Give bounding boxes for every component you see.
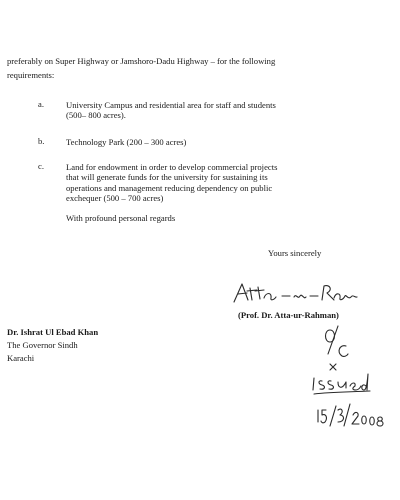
item-b-text <box>66 137 356 147</box>
intro-line-1: preferably on Super Highway or Jamshoro-Dadu Highway – for the following <box>7 56 276 66</box>
item-a-marker: a. <box>38 99 44 109</box>
handwritten-note <box>300 318 400 438</box>
item-a-text <box>66 100 356 121</box>
signature-image <box>230 278 360 308</box>
intro-line-2: requirements: <box>7 70 55 80</box>
item-c-line-2: that will generate funds for the university for sustaining its <box>66 172 268 183</box>
item-c-line-4: exchequer (500 – 700 acres) <box>66 193 164 204</box>
item-c-text <box>66 162 356 204</box>
closing-line: Yours sincerely <box>268 248 322 258</box>
item-c-marker: c. <box>38 161 44 171</box>
recipient-city: Karachi <box>7 353 35 363</box>
item-b-marker: b. <box>38 136 45 146</box>
recipient-title: The Governor Sindh <box>7 340 78 350</box>
item-a-line-2: (500– 800 acres). <box>66 110 126 121</box>
item-b-line-1: Technology Park (200 – 300 acres) <box>66 137 187 147</box>
item-a-line-1: University Campus and residential area for staff and students <box>66 100 276 110</box>
item-c-line-1: Land for endowment in order to develop commercial projects <box>66 162 278 172</box>
recipient-name: Dr. Ishrat Ul Ebad Khan <box>7 327 99 337</box>
regards-line: With profound personal regards <box>66 213 176 223</box>
item-c-line-3: operations and management reducing dependency on public <box>66 182 273 193</box>
sender-name: (Prof. Dr. Atta-ur-Rahman) <box>238 310 339 320</box>
